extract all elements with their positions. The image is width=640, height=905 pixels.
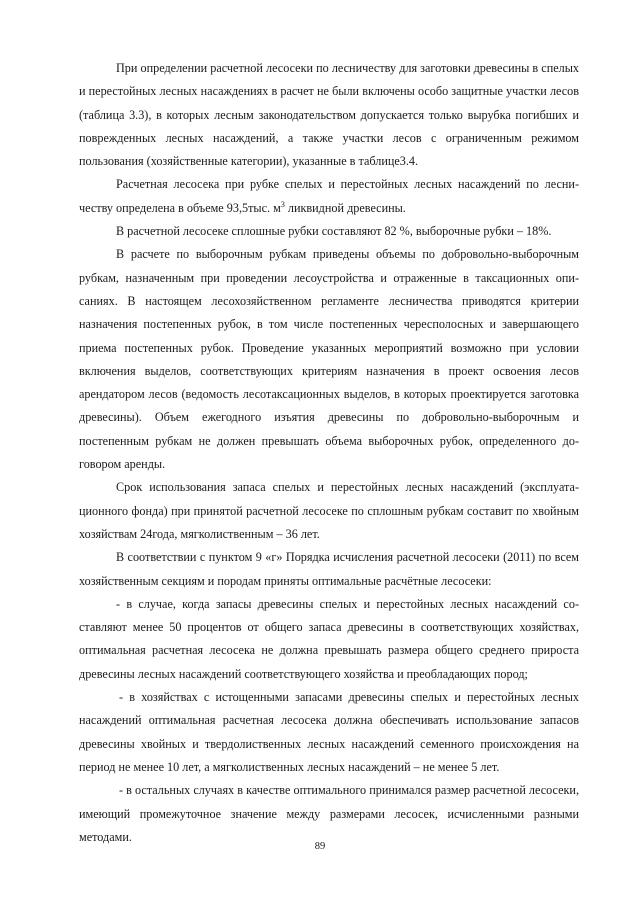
paragraph-cut-share: В расчетной лесосеке сплошные рубки составляют 82 %, выборочные рубки – 18%. xyxy=(116,224,552,239)
volume-text: Расчетная лесосека при рубке спелых и перестойных лесных насаждений по лесничеству определена в объеме 93,5тыс. м xyxy=(79,177,579,215)
paragraph-allowable-cut-volume xyxy=(79,173,579,220)
paragraph-selective-cutting: В расчете по выборочным рубкам приведены объемы по добровольно-выборочным рубкам, назначенным при проведении лесоустройства и отраженные в таксационных описаниях. В настоящем лесохозяйственном регламенте лесничества приводятся критерии назначения постепенных рубок, в том числе постепенных чересполосных и завершающего приема постепенных рубок. Проведение указанных мероприятий возможно при условии включения выделов, соответствующих критериям назначения в проект освоения лесов арендатором лесов (ведомость лесотаксационных выделов, в которых проектируется заготовка древесины). Объем ежегодного изъятия древесины по добровольно-выборочным и постепенным рубкам не должен превышать объема выборочных рубок, определенного договором аренды. xyxy=(79,247,579,472)
paragraph-optimal-cut-rule: В соответствии с пунктом 9 «г» Порядка исчисления расчетной лесосеки (2011) по всем хозяйственным секциям и породам приняты оптимальные расчётные лесосеки: xyxy=(79,550,579,588)
list-item-depleted-stock: - в хозяйствах с истощенными запасами древесины спелых и перестойных лесных насаждений оптимальная расчетная лесосека должна обеспечивать использование запасов древесины хвойных и твердолиственных лесных насаждений семенного происхождения на период не менее 10 лет, а мягколиственных лесных насаждений – не менее 5 лет. xyxy=(79,690,579,774)
cubic-superscript: 3 xyxy=(280,199,285,209)
page-number: 89 xyxy=(314,841,326,852)
document-body xyxy=(79,57,579,849)
list-item-other-cases: - в остальных случаях в качестве оптимального принимался размер расчетной лесосеки, имеющий промежуточное значение между размерами лесосек, исчисленными разными методами. xyxy=(79,783,579,844)
paragraph-logging-exclusions: При определении расчетной лесосеки по лесничеству для заготовки древесины в спелых и перестойных лесных насаждениях в расчет не были включены особо защитные участки лесов (таблица 3.3), в которых лесным законодательством допускается только вырубка погибших и поврежденных лесных насаждений, а также участки лесов с ограниченным режимом пользования (хозяйственные категории), указанные в таблице3.4. xyxy=(79,61,579,169)
volume-text-end: ликвидной древесины. xyxy=(284,200,406,215)
list-item-low-stock: - в случае, когда запасы древесины спелых и перестойных лесных насаждений составляют менее 50 процентов от общего запаса древесины в соответствующих хозяйствах, оптимальная расчетная лесосека не должна превышать размера общего среднего прироста древесины лесных насаждений соответствующего хозяйства и преобладающих пород; xyxy=(79,596,579,681)
paragraph-stock-usage-term: Срок использования запаса спелых и перестойных лесных насаждений (эксплуатационного фонда) при принятой расчетной лесосеке по сплошным рубкам составит по хвойным хозяйствам 24года, мягколиственным – 36 лет. xyxy=(79,480,579,541)
